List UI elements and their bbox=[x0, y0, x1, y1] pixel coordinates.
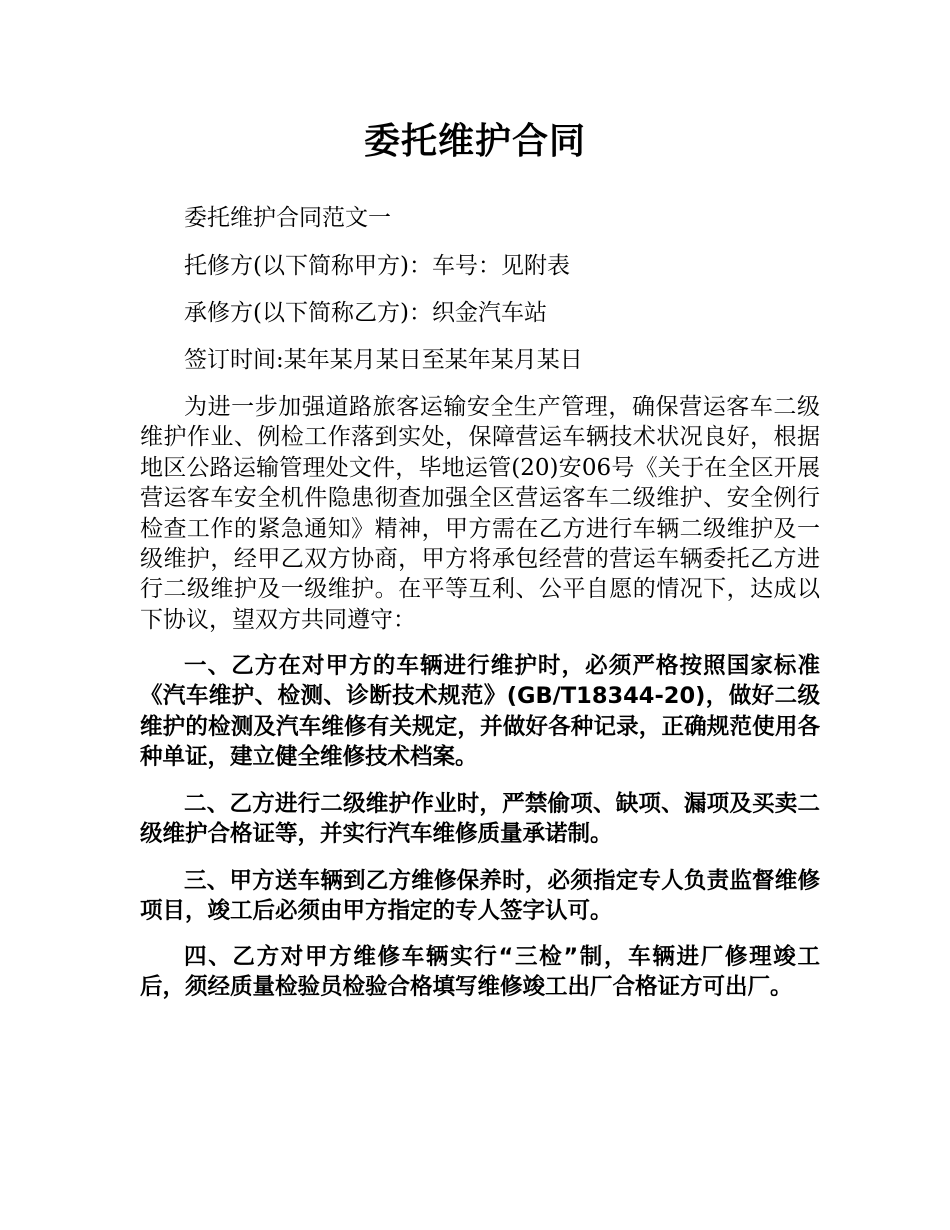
party-b-line: 承修方(以下简称乙方)：织金汽车站 bbox=[184, 300, 547, 326]
clause-1: 一、乙方在对甲方的车辆进行维护时，必须严格按照国家标准《汽车维护、检测、诊断技术规范》(GB/T18344-20)，做好二级维护的检测及汽车维修有关规定，并做好各种记录，正确规范使用各种单证，建立健全维修技术档案。 bbox=[140, 653, 820, 771]
clause-2: 二、乙方进行二级维护作业时，严禁偷项、缺项、漏项及买卖二级维护合格证等，并实行汽车维修质量承诺制。 bbox=[140, 791, 820, 848]
clause-4: 四、乙方对甲方维修车辆实行“三检”制，车辆进厂修理竣工后，须经质量检验员检验合格填写维修竣工出厂合格证方可出厂。 bbox=[140, 944, 820, 1001]
clause-3: 三、甲方送车辆到乙方维修保养时，必须指定专人负责监督维修项目，竣工后必须由甲方指定的专人签字认可。 bbox=[140, 868, 820, 925]
sample-heading: 委托维护合同范文一 bbox=[184, 205, 391, 231]
sign-period-line: 签订时间:某年某月某日至某年某月某日 bbox=[184, 347, 583, 373]
intro-paragraph: 为进一步加强道路旅客运输安全生产管理，确保营运客车二级维护作业、例检工作落到实处，保障营运车辆技术状况良好，根据地区公路运输管理处文件，毕地运管(20)安06号《关于在全区开展营运客车安全机件隐患彻查加强全区营运客车二级维护、安全例行检查工作的紧急通知》精神，甲方需在乙方进行车辆二级维护及一级维护，经甲乙双方协商，甲方将承包经营的营运车辆委托乙方进行二级维护及一级维护。在平等互利、公平自愿的情况下，达成以下协议，望双方共同遵守： bbox=[140, 394, 820, 633]
document-title: 委托维护合同 bbox=[363, 121, 586, 162]
party-a-line: 托修方(以下简称甲方)：车号：见附表 bbox=[184, 253, 570, 279]
